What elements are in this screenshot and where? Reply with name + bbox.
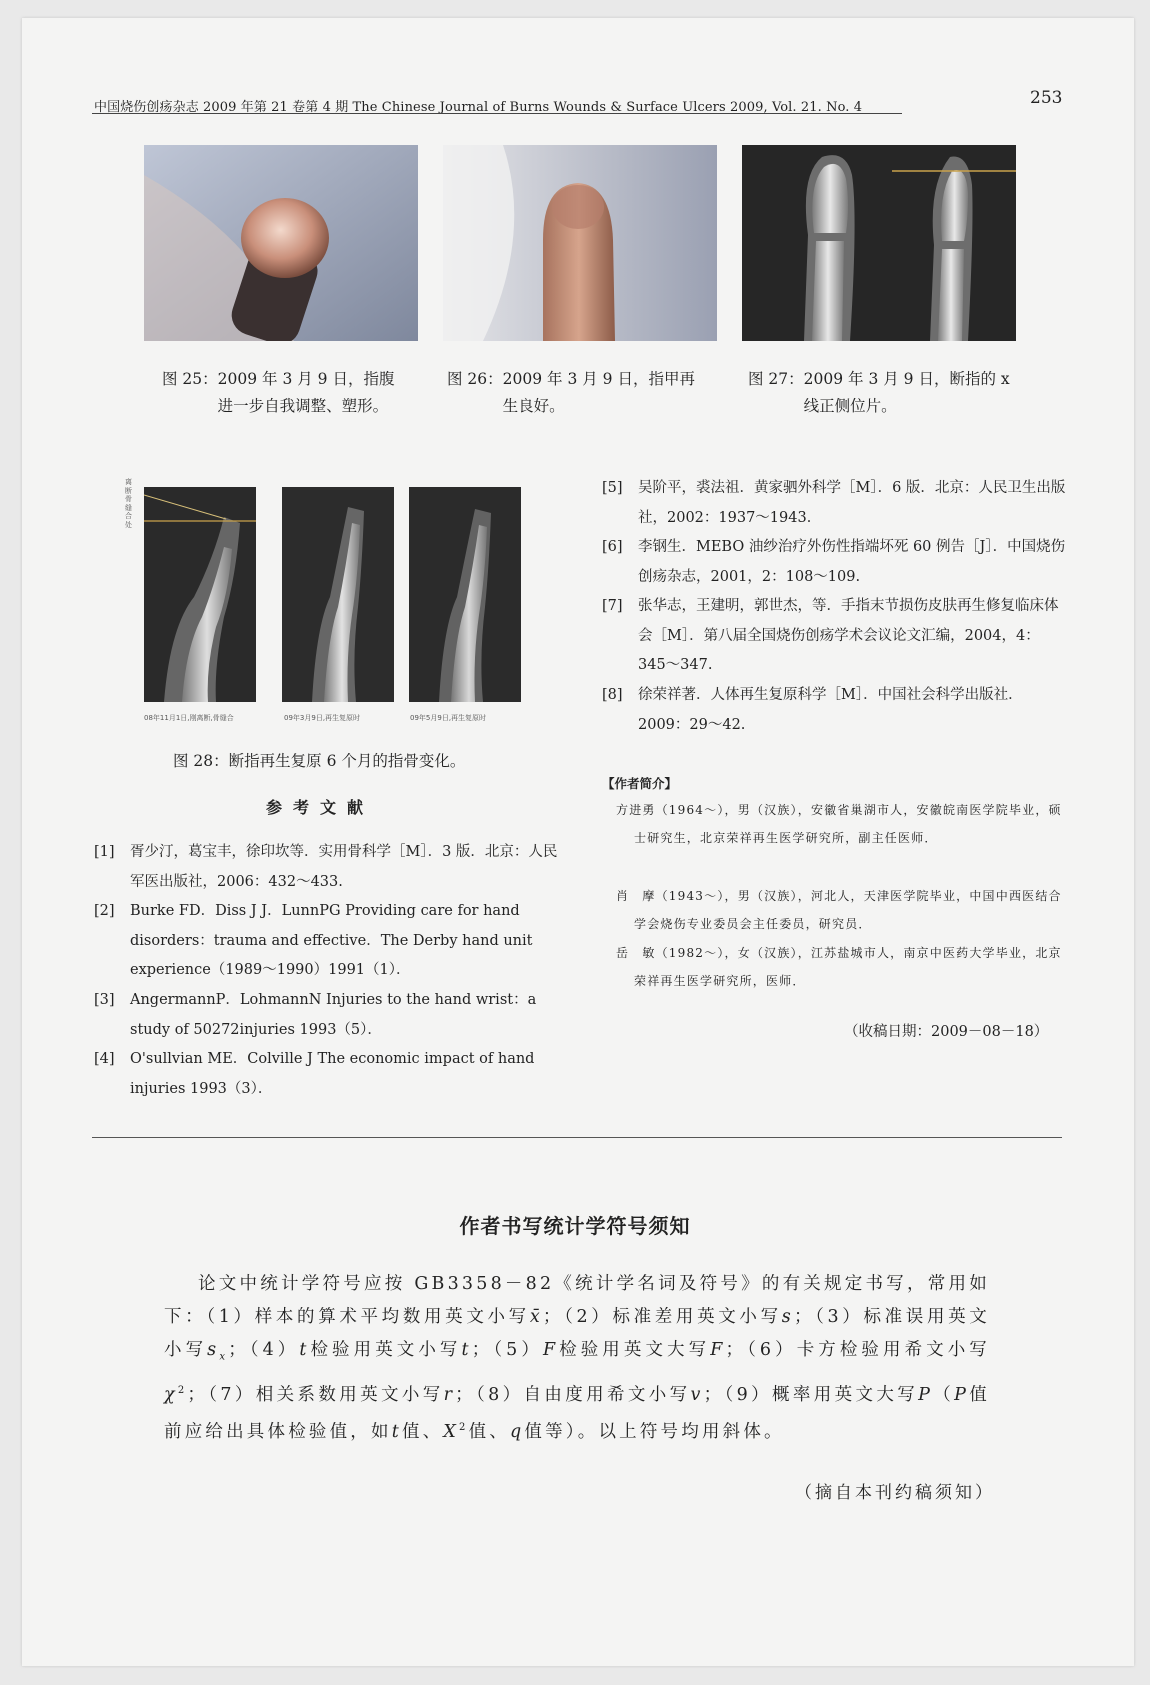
symbol-chi-superscript: 2 — [177, 1384, 188, 1396]
figure-28-caption — [173, 748, 533, 775]
notice-text: 值、 — [468, 1422, 510, 1443]
notice-text: ；（5） — [471, 1340, 543, 1360]
figure-26-caption — [447, 366, 707, 420]
reference-text: O'sullvian ME．Colville J The economic impact of hand injuries 1993（3）． — [130, 1051, 535, 1097]
author-profile-heading: 【作者简介】 — [602, 776, 678, 791]
reference-text: 李钢生．MEBO 油纱治疗外伤性指端坏死 60 例告［J］．中国烧伤创疡杂志，2001，2：108～109. — [638, 539, 1066, 585]
symbol-chi: χ — [164, 1384, 178, 1405]
author-profile-text: 肖 摩（1943～），男（汉族），河北人，天津医学院毕业，中国中西医结合学会烧伤专业委员会主任委员，研究员． — [616, 889, 1062, 931]
reference-text: 胥少汀，葛宝丰，徐印坎等．实用骨科学［M］．3 版．北京：人民军医出版社，2006：432～433. — [130, 844, 558, 890]
symbol-q: q — [509, 1422, 525, 1443]
figure-28-side-label: 离断骨缝合处 — [125, 478, 132, 529]
symbol-P: P — [954, 1384, 970, 1405]
notice-text: ；（3）标准误用英文小写 — [164, 1307, 990, 1360]
reference-number: [8] — [602, 687, 623, 703]
symbol-sx-subscript: x — [219, 1351, 229, 1363]
symbol-v: v — [690, 1384, 704, 1405]
reference-text: Burke FD．Diss J J．LunnPG Providing care for hand disorders：trauma and effective．The Derby hand unit experience（1989～1990）1991（1）． — [130, 903, 533, 978]
symbol-F: F — [542, 1340, 559, 1360]
symbol-X: X — [443, 1422, 460, 1443]
notice-text: 检验用英文小写 — [309, 1340, 462, 1360]
reference-text: AngermannP．LohmannN Injuries to the hand wrist：a study of 50272injuries 1993（5）． — [130, 992, 537, 1038]
symbol-X-superscript: 2 — [459, 1422, 469, 1434]
symbol-t: t — [461, 1340, 472, 1360]
reference-number: [2] — [94, 903, 115, 919]
figure-27-text: 2009 年 3 月 9 日，断指的 x 线正侧位片。 — [803, 370, 1010, 415]
author-profile-3 — [616, 939, 1066, 995]
symbol-t: t — [391, 1422, 402, 1443]
reference-text: 徐荣祥著．人体再生复原科学［M］．中国社会科学出版社．2009：29～42. — [638, 687, 1023, 733]
reference-text: 张华志，王建明，郭世杰，等．手指末节损伤皮肤再生修复临床体会［M］．第八届全国烧伤创疡学术会议论文汇编，2004，4：345～347. — [638, 598, 1059, 673]
author-profile-text: 方进勇（1964～），男（汉族），安徽省巢湖市人，安徽皖南医学院毕业，硕士研究生，北京荣祥再生医学研究所，副主任医师． — [616, 803, 1062, 845]
symbol-t: t — [299, 1340, 310, 1360]
section-divider — [92, 1137, 1062, 1138]
author-profile-2 — [616, 882, 1066, 938]
symbol-P: P — [918, 1384, 934, 1405]
received-date: （收稿日期：2009－08－18） — [844, 1024, 1049, 1040]
figure-26-label: 图 26： — [447, 370, 503, 388]
notice-text: ；（6）卡方检验用希文小写 — [725, 1340, 991, 1360]
reference-text: 吴阶平，裘法祖．黄家驷外科学［M］．6 版．北京：人民卫生出版社，2002：1937～1943． — [638, 480, 1066, 526]
notice-text: ；（9）概率用英文大写 — [703, 1384, 919, 1405]
figure-28-text: 断指再生复原 6 个月的指骨变化。 — [228, 752, 466, 770]
references-title: 参考文献 — [266, 798, 375, 817]
reference-number: [7] — [602, 598, 623, 614]
figure-28-panel-label-2: 09年3月9日,再生复原时 — [284, 714, 361, 722]
symbol-r: r — [443, 1384, 456, 1405]
figure-28-xray-3 — [409, 487, 521, 702]
notice-text: ；（4） — [228, 1340, 300, 1360]
figure-28-xray-2 — [282, 487, 394, 702]
notice-text: （ — [933, 1384, 955, 1405]
reference-number: [6] — [602, 539, 623, 555]
reference-2 — [94, 897, 558, 986]
figure-27-caption — [748, 366, 1010, 420]
figure-25-text: 2009 年 3 月 9 日，指腹进一步自我调整、塑形。 — [217, 370, 395, 415]
reference-number: [4] — [94, 1051, 115, 1067]
reference-number: [5] — [602, 480, 623, 496]
notice-text: ；（7）相关系数用英文小写 — [187, 1384, 444, 1405]
notice-text: 值前应给出具体检验值，如 — [164, 1384, 990, 1443]
figure-25-label: 图 25： — [162, 370, 218, 388]
figure-28-panel-label-1: 08年11月1日,刚离断,骨缝合 — [144, 714, 234, 722]
symbol-mean: x̄ — [529, 1307, 543, 1327]
figure-26-photo — [443, 145, 717, 341]
notice-text: 论文中统计学符号应按 GB3358－82《统计学名词及符号》的有关规定书写，常用如下：（1）样本的算术平均数用英文小写 — [164, 1274, 990, 1327]
notice-text: 检验用英文大写 — [558, 1340, 711, 1360]
reference-4 — [94, 1045, 558, 1104]
author-profile-text: 岳 敏（1982～），女（汉族），江苏盐城市人，南京中医药大学毕业，北京荣祥再生医学研究所，医师． — [616, 946, 1062, 988]
notice-text: ；（2）标准差用英文小写 — [542, 1307, 782, 1327]
figure-27-xray — [742, 145, 1016, 341]
figure-25-photo — [144, 145, 418, 341]
reference-1 — [94, 838, 558, 897]
figure-27-label: 图 27： — [748, 370, 804, 388]
figure-25-caption — [162, 366, 398, 420]
notice-text: ；（8）自由度用希文小写 — [455, 1384, 691, 1405]
notice-body — [164, 1268, 990, 1449]
reference-number: [3] — [94, 992, 115, 1008]
reference-6 — [602, 533, 1067, 592]
figure-28-xray-1 — [144, 487, 256, 702]
running-header: 中国烧伤创疡杂志 2009 年第 21 卷第 4 期 The Chinese Journal of Burns Wounds & Surface Ulcers 2009, Vol. 21. No. 4 — [94, 100, 863, 115]
reference-5 — [602, 474, 1067, 533]
reference-number: [1] — [94, 844, 115, 860]
symbol-F: F — [710, 1340, 726, 1360]
notice-source: （摘自本刊约稿须知） — [795, 1483, 995, 1503]
reference-7 — [602, 592, 1067, 681]
symbol-sx: s — [207, 1340, 220, 1360]
figure-28-label: 图 28： — [173, 752, 229, 770]
figure-26-text: 2009 年 3 月 9 日，指甲再生良好。 — [502, 370, 695, 415]
header-rule — [92, 113, 902, 114]
symbol-s: s — [781, 1307, 794, 1327]
figure-28-panel-label-3: 09年5月9日,再生复原时 — [410, 714, 487, 722]
reference-3 — [94, 986, 558, 1045]
reference-8 — [602, 681, 1067, 740]
notice-text: 值等）。以上符号均用斜体。 — [524, 1422, 785, 1443]
notice-title: 作者书写统计学符号须知 — [459, 1214, 691, 1238]
notice-text: 值、 — [401, 1422, 444, 1443]
page-number: 253 — [1030, 88, 1063, 108]
author-profile-1 — [616, 796, 1066, 852]
